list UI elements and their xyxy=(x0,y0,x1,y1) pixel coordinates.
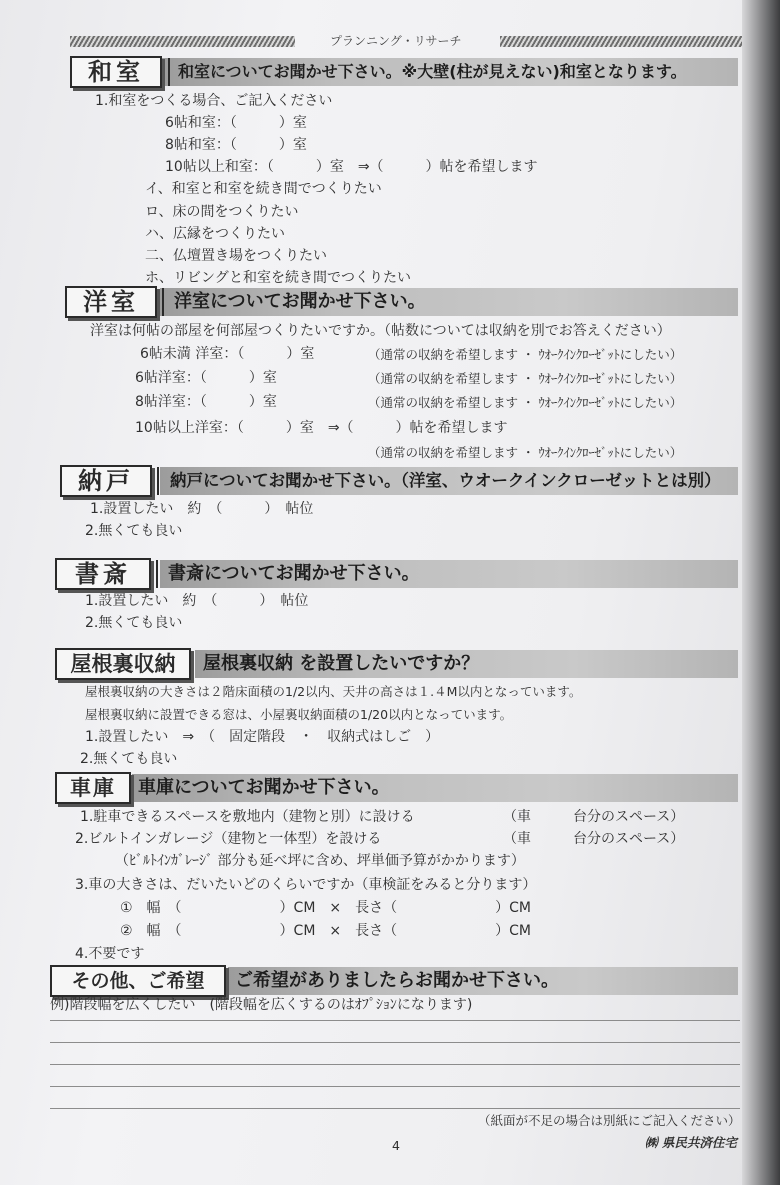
sonota-tag: その他、ご希望 xyxy=(50,965,226,997)
yoshitsu-separator xyxy=(162,288,164,316)
nando-q2: 2.無くても良い xyxy=(85,523,183,539)
shako-car-1: ① 幅 （ ）CM × 長さ（ ）CM xyxy=(120,900,531,916)
answer-line-2 xyxy=(50,1042,740,1043)
yoshitsu-intro: 洋室は何帖の部屋を何部屋つくりたいですか。（帖数については収納を別でお答えください） xyxy=(90,323,671,339)
shako-car-2: ② 幅 （ ）CM × 長さ（ ）CM xyxy=(120,923,531,939)
nando-tag: 納戸 xyxy=(60,465,152,497)
yoshitsu-row-2-note: （通常の収納を希望します ・ ｳｵｰｸｲﾝｸﾛｰｾﾞｯﾄにしたい） xyxy=(368,371,683,386)
header-hatch-right xyxy=(500,36,742,47)
yoshitsu-row-1: 6帖未満 洋室：（ ）室 xyxy=(140,346,315,362)
answer-line-1 xyxy=(50,1020,740,1021)
shako-tag: 車庫 xyxy=(55,772,131,804)
washitsu-separator xyxy=(168,58,170,86)
shako-q1: 1.駐車できるスペースを敷地内（建物と別）に設ける xyxy=(80,809,415,825)
washitsu-heading: 和室についてお聞かせ下さい。※大壁(柱が見えない)和室となります。 xyxy=(178,62,687,81)
header-company: プランニング・リサーチ xyxy=(330,34,462,48)
shako-q2-note: （ﾋﾞﾙﾄｲﾝｶﾞﾚｰｼﾞ 部分も延べ坪に含め、坪単価予算がかかります） xyxy=(115,853,525,869)
yoshitsu-heading: 洋室についてお聞かせ下さい。 xyxy=(174,291,426,312)
shako-heading: 車庫についてお聞かせ下さい。 xyxy=(138,777,390,798)
yaneura-q2: 2.無くても良い xyxy=(80,751,178,767)
yaneura-heading: 屋根裏収納 を設置したいですか？ xyxy=(203,653,480,674)
yaneura-q1: 1.設置したい ⇒ （ 固定階段 ・ 収納式はしご ） xyxy=(85,729,440,745)
washitsu-option-2: ロ、床の間をつくりたい xyxy=(145,204,299,220)
shako-q3: 3.車の大きさは、だいたいどのくらいですか（車検証をみると分ります） xyxy=(75,877,537,893)
yaneura-tag: 屋根裏収納 xyxy=(55,648,191,680)
yoshitsu-row-2: 6帖洋室：（ ）室 xyxy=(135,370,277,386)
shosai-separator xyxy=(156,560,158,588)
shako-q1-right: （車 台分のスペース） xyxy=(503,809,685,825)
washitsu-row-2: 8帖和室：（ ）室 xyxy=(165,137,307,153)
yoshitsu-row-4-note: （通常の収納を希望します ・ ｳｵｰｸｲﾝｸﾛｰｾﾞｯﾄにしたい） xyxy=(368,445,683,460)
page-number: 4 xyxy=(392,1138,400,1153)
yoshitsu-row-1-note: （通常の収納を希望します ・ ｳｵｰｸｲﾝｸﾛｰｾﾞｯﾄにしたい） xyxy=(368,347,683,362)
yaneura-note-1: 屋根裏収納の大きさは２階床面積の1/2以内、天井の高さは１.４M以内となっています。 xyxy=(85,684,582,699)
shako-q2-right: （車 台分のスペース） xyxy=(503,831,685,847)
footer-note: （紙面が不足の場合は別紙にご記入ください） xyxy=(478,1113,741,1128)
washitsu-tag: 和室 xyxy=(70,56,162,88)
shosai-heading: 書斎についてお聞かせ下さい。 xyxy=(168,563,420,584)
header-hatch-left xyxy=(70,36,295,47)
washitsu-option-5: ホ、リビングと和室を続き間でつくりたい xyxy=(145,270,411,286)
yoshitsu-row-3-note: （通常の収納を希望します ・ ｳｵｰｸｲﾝｸﾛｰｾﾞｯﾄにしたい） xyxy=(368,395,683,410)
yoshitsu-row-4: 10帖以上洋室：（ ）室 ⇒（ ）帖を希望します xyxy=(135,420,508,436)
desk-edge xyxy=(742,0,780,1185)
nando-separator xyxy=(157,467,159,495)
yoshitsu-row-3: 8帖洋室：（ ）室 xyxy=(135,394,277,410)
shosai-tag: 書斎 xyxy=(55,558,151,590)
washitsu-q1: 1.和室をつくる場合、ご記入ください xyxy=(95,93,333,109)
shako-q2: 2.ビルトインガレージ（建物と一体型）を設ける xyxy=(75,831,382,847)
answer-line-3 xyxy=(50,1064,740,1065)
washitsu-row-1: 6帖和室：（ ）室 xyxy=(165,115,307,131)
shosai-q2: 2.無くても良い xyxy=(85,615,183,631)
sonota-example: 例)階段幅を広くしたい (階段幅を広くするのはｵﾌﾟｼｮﾝになります) xyxy=(50,997,473,1013)
answer-line-4 xyxy=(50,1086,740,1087)
sonota-heading: ご希望がありましたらお聞かせ下さい。 xyxy=(235,970,559,991)
yaneura-note-2: 屋根裏収納に設置できる窓は、小屋裏収納面積の1/20以内となっています。 xyxy=(85,707,513,722)
shosai-q1: 1.設置したい 約 （ ） 帖位 xyxy=(85,593,309,609)
washitsu-option-4: 二、仏壇置き場をつくりたい xyxy=(145,248,327,264)
nando-q1: 1.設置したい 約 （ ） 帖位 xyxy=(90,501,314,517)
washitsu-option-3: ハ、広縁をつくりたい xyxy=(145,226,285,242)
yoshitsu-tag: 洋室 xyxy=(65,286,157,318)
publisher: ㈱ 県民共済住宅 xyxy=(645,1135,737,1150)
answer-line-5 xyxy=(50,1108,740,1109)
washitsu-row-3: 10帖以上和室：（ ）室 ⇒（ ）帖を希望します xyxy=(165,159,538,175)
washitsu-option-1: イ、和室と和室を続き間でつくりたい xyxy=(145,181,382,197)
nando-heading: 納戸についてお聞かせ下さい。（洋室、ウオークインクローゼットとは別） xyxy=(170,471,721,490)
shako-q4: 4.不要です xyxy=(75,946,145,962)
